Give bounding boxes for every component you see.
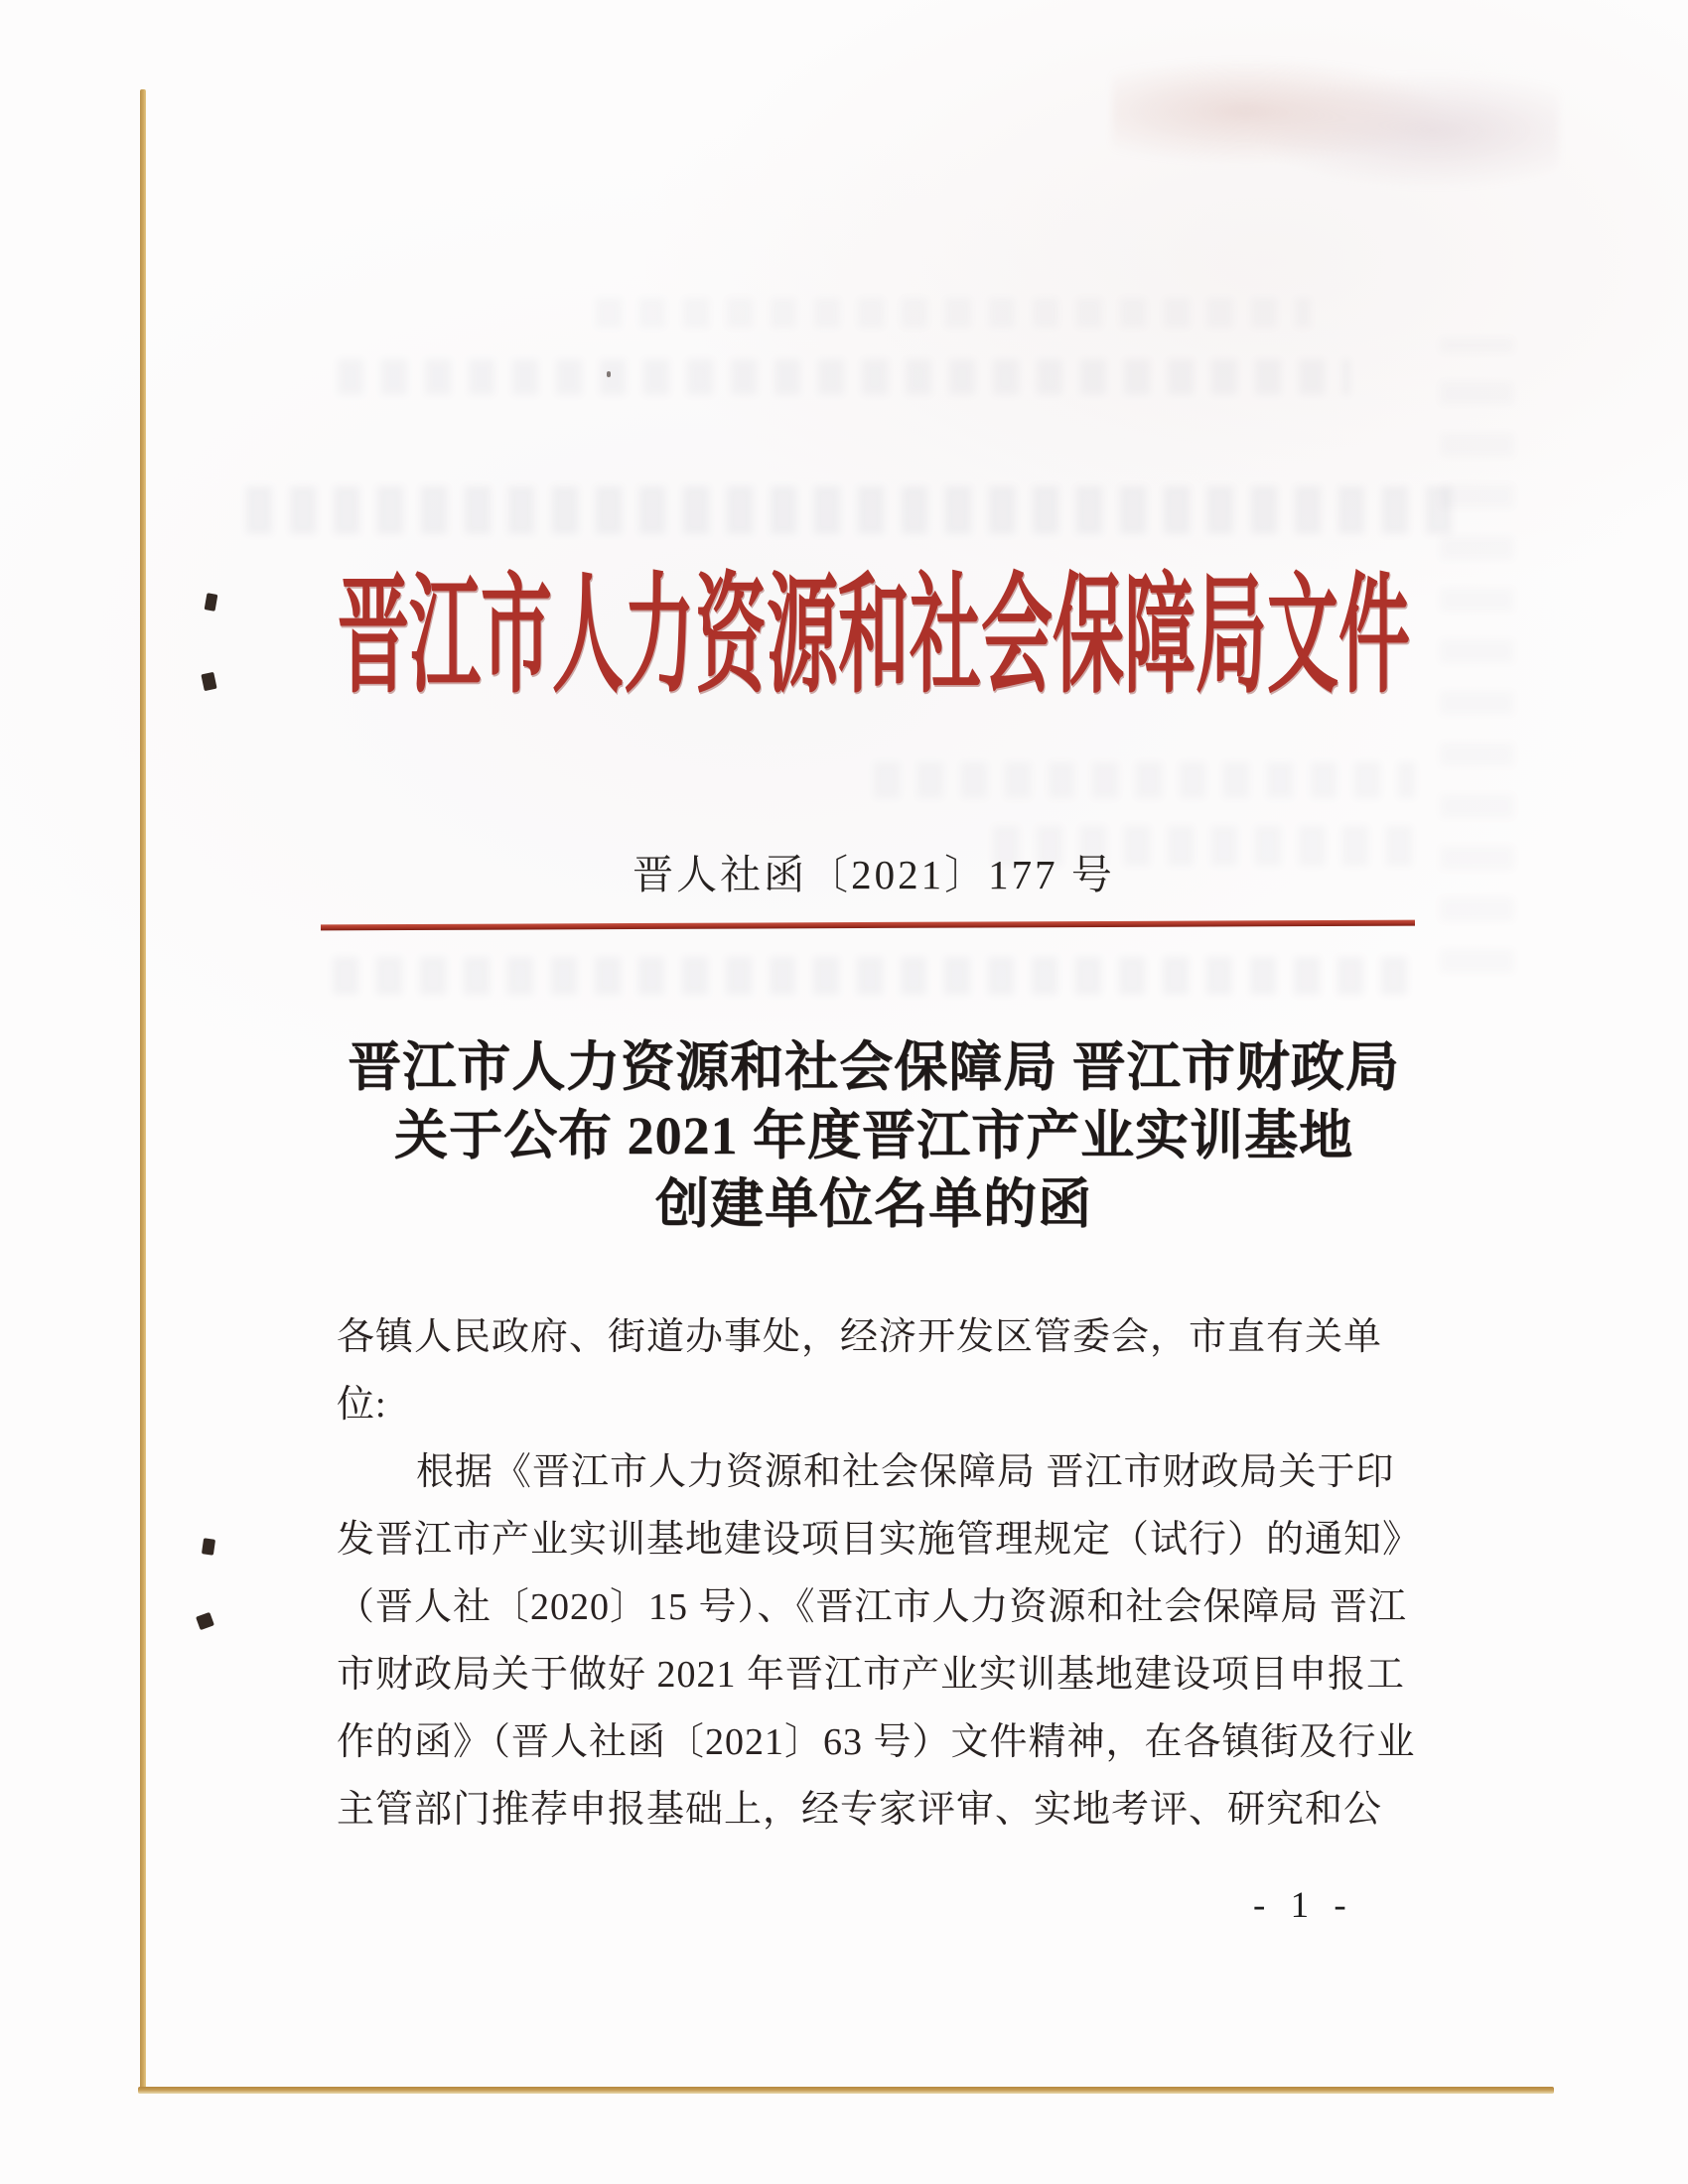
ink-speck (202, 1538, 215, 1556)
document-body (337, 1303, 1422, 1843)
salutation-line-1: 各镇人民政府、街道办事处，经济开发区管委会，市直有关单 (337, 1316, 1383, 1358)
body-line-3: （晋人社〔2020〕15 号）、《晋江市人力资源和社会保障局 晋江 (337, 1586, 1408, 1628)
document-title (278, 1033, 1470, 1239)
bleedthrough-smudge (596, 298, 1311, 328)
letterhead-title: 晋江市人力资源和社会保障局文件 (337, 564, 1410, 710)
document-title-line-1: 晋江市人力资源和社会保障局 晋江市财政局 (348, 1037, 1400, 1097)
bleedthrough-smudge (1112, 60, 1559, 189)
page-edge-left (140, 89, 146, 2091)
ink-speck (196, 1612, 214, 1630)
bleedthrough-smudge (338, 359, 1350, 395)
body-line-2: 发晋江市产业实训基地建设项目实施管理规定（试行）的通知》 (337, 1519, 1422, 1561)
body-line-1: 根据《晋江市人力资源和社会保障局 晋江市财政局关于印 (416, 1451, 1395, 1493)
document-number: 晋人社函〔2021〕177 号 (633, 852, 1115, 897)
red-divider-line (321, 920, 1415, 931)
document-title-line-2: 关于公布 2021 年度晋江市产业实训基地 (394, 1106, 1353, 1165)
body-line-5: 作的函》（晋人社函〔2021〕63 号）文件精神，在各镇街及行业 (337, 1721, 1416, 1763)
bleedthrough-smudge (246, 486, 1453, 534)
body-line-4: 市财政局关于做好 2021 年晋江市产业实训基地建设项目申报工 (337, 1654, 1406, 1696)
document-title-line-3: 创建单位名单的函 (655, 1174, 1092, 1234)
ink-speck (201, 672, 216, 691)
body-line-6: 主管部门推荐申报基础上，经专家评审、实地考评、研究和公 (337, 1789, 1383, 1831)
ink-speck (607, 371, 611, 377)
salutation-line-2: 位: (337, 1384, 387, 1426)
ink-speck (205, 593, 218, 612)
bleedthrough-smudge (333, 957, 1425, 995)
page-number: - 1 - (1253, 1885, 1354, 1926)
page-edge-bottom (138, 2087, 1554, 2094)
bleedthrough-smudge (1440, 338, 1514, 973)
bleedthrough-smudge (874, 762, 1415, 798)
